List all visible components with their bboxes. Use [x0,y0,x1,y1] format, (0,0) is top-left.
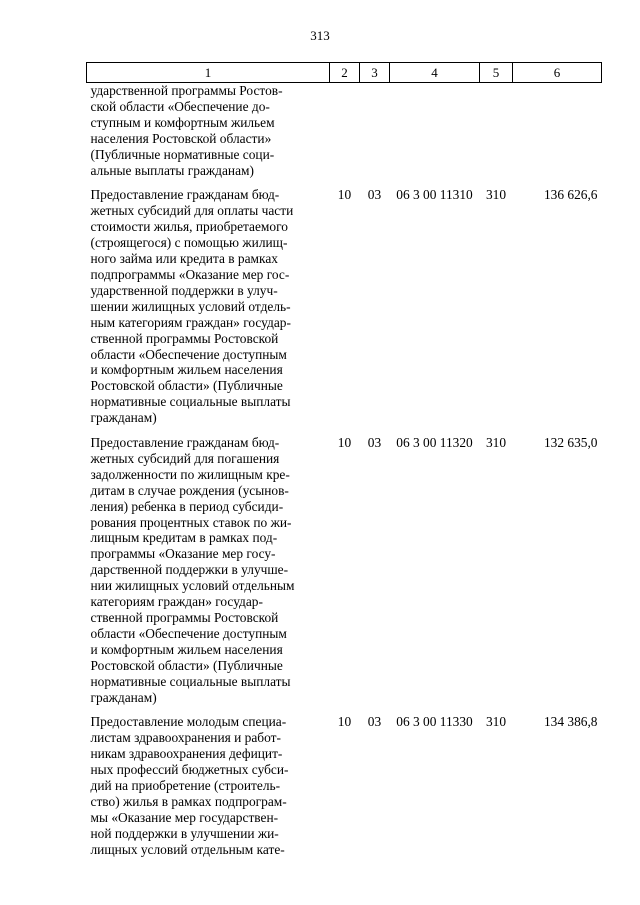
description-line: ударственной программы Ростов- [90,83,283,98]
target-item-code [390,83,480,179]
description-line: ного займа или кредита в рамках [90,251,278,267]
description-line: нормативные социальные выплаты [90,673,291,689]
amount: 132 635,0 [543,435,598,451]
section-code: 10 [337,714,352,730]
row-description [87,178,330,426]
description-line: шении жилищных условий отдель- [90,298,291,314]
description-line: дий на приобретение (строитель- [90,778,281,794]
description-line: и комфортным жильем населения [90,641,283,657]
description-line: ство) жилья в рамках подпрограм- [90,793,287,809]
description-line: (Публичные нормативные соци- [90,146,275,162]
subsection-code: 03 [367,714,382,730]
amount: 134 386,8 [543,714,598,730]
table-row [87,178,602,426]
column-header: 6 [513,63,602,83]
description-line: Ростовской области» (Публичные [90,378,283,394]
column-header: 1 [87,63,330,83]
description-line: программы «Оказание мер госу- [90,546,276,562]
description-line: ударственной поддержки в улуч- [90,282,278,298]
column-header: 4 [390,63,480,83]
description-line: ственной программы Ростовской [90,330,279,346]
description-line: населения Ростовской области» [90,130,272,146]
subsection-code [360,83,390,179]
table-header-row [87,63,602,83]
row-description [87,83,330,179]
description-line: ной поддержки в улучшении жи- [90,825,279,841]
table-row [87,83,602,179]
description-line: ской области «Обеспечение до- [90,98,270,114]
subsection-code: 03 [367,187,382,203]
description-line: Предоставление молодым специа- [90,714,287,730]
target-item-code: 06 3 00 11330 [396,714,473,730]
description-line: жетных субсидий для погашения [90,450,280,466]
description-line: ления) ребенка в период субсиди- [90,498,284,514]
description-line: нормативные социальные выплаты [90,394,291,410]
row-description [87,426,330,705]
expense-type-code: 310 [485,714,507,730]
row-description [87,705,330,857]
description-line: жетных субсидий для оплаты части [90,203,294,219]
budget-table [86,62,602,858]
description-line: нии жилищных условий отдельным [90,578,295,594]
description-line: (строящегося) с помощью жилищ- [90,235,288,251]
description-line: никам здравоохранения дефицит- [90,746,283,762]
description-line: области «Обеспечение доступным [90,346,287,362]
subsection-code: 03 [367,435,382,451]
expense-type-code [480,83,513,179]
description-line: гражданам) [90,689,157,705]
description-line: гражданам) [90,410,157,426]
column-header: 3 [360,63,390,83]
description-line: листам здравоохранения и работ- [90,730,281,746]
amount [513,83,602,179]
description-line: ных профессий бюджетных субси- [90,762,289,778]
description-line: лищным кредитам в рамках под- [90,530,278,546]
description-line: ступным и комфортным жильем [90,114,275,130]
description-line: подпрограммы «Оказание мер гос- [90,266,290,282]
column-header: 2 [330,63,360,83]
description-line: альные выплаты гражданам) [90,162,254,178]
section-code [330,83,360,179]
description-line: и комфортным жильем населения [90,362,283,378]
section-code: 10 [337,187,352,203]
amount: 136 626,6 [543,187,598,203]
table-row [87,426,602,705]
description-line: Ростовской области» (Публичные [90,657,283,673]
description-line: ным категориям граждан» государ- [90,314,291,330]
expense-type-code: 310 [485,435,507,451]
description-line: Предоставление гражданам бюд- [90,435,280,451]
section-code: 10 [337,435,352,451]
description-line: ственной программы Ростовской [90,610,279,625]
page-number: 313 [310,28,330,43]
expense-type-code: 310 [485,187,507,203]
description-line: лищных условий отдельным кате- [90,841,285,857]
description-line: рования процентных ставок по жи- [90,514,292,530]
description-line: мы «Оказание мер государствен- [90,809,279,825]
table-row [87,705,602,857]
column-header: 5 [480,63,513,83]
target-item-code: 06 3 00 11310 [396,187,473,203]
description-line: стоимости жилья, приобретаемого [90,219,288,235]
target-item-code: 06 3 00 11320 [396,435,473,451]
description-line: дитам в случае рождения (усынов- [90,482,289,498]
table-body [87,83,602,858]
description-line: задолженности по жилищным кре- [90,466,290,482]
description-line: категориям граждан» государ- [90,594,263,610]
description-line: дарственной поддержки в улучше- [90,562,289,578]
description-line: области «Обеспечение доступным [90,625,287,641]
description-line: Предоставление гражданам бюд- [90,187,280,203]
